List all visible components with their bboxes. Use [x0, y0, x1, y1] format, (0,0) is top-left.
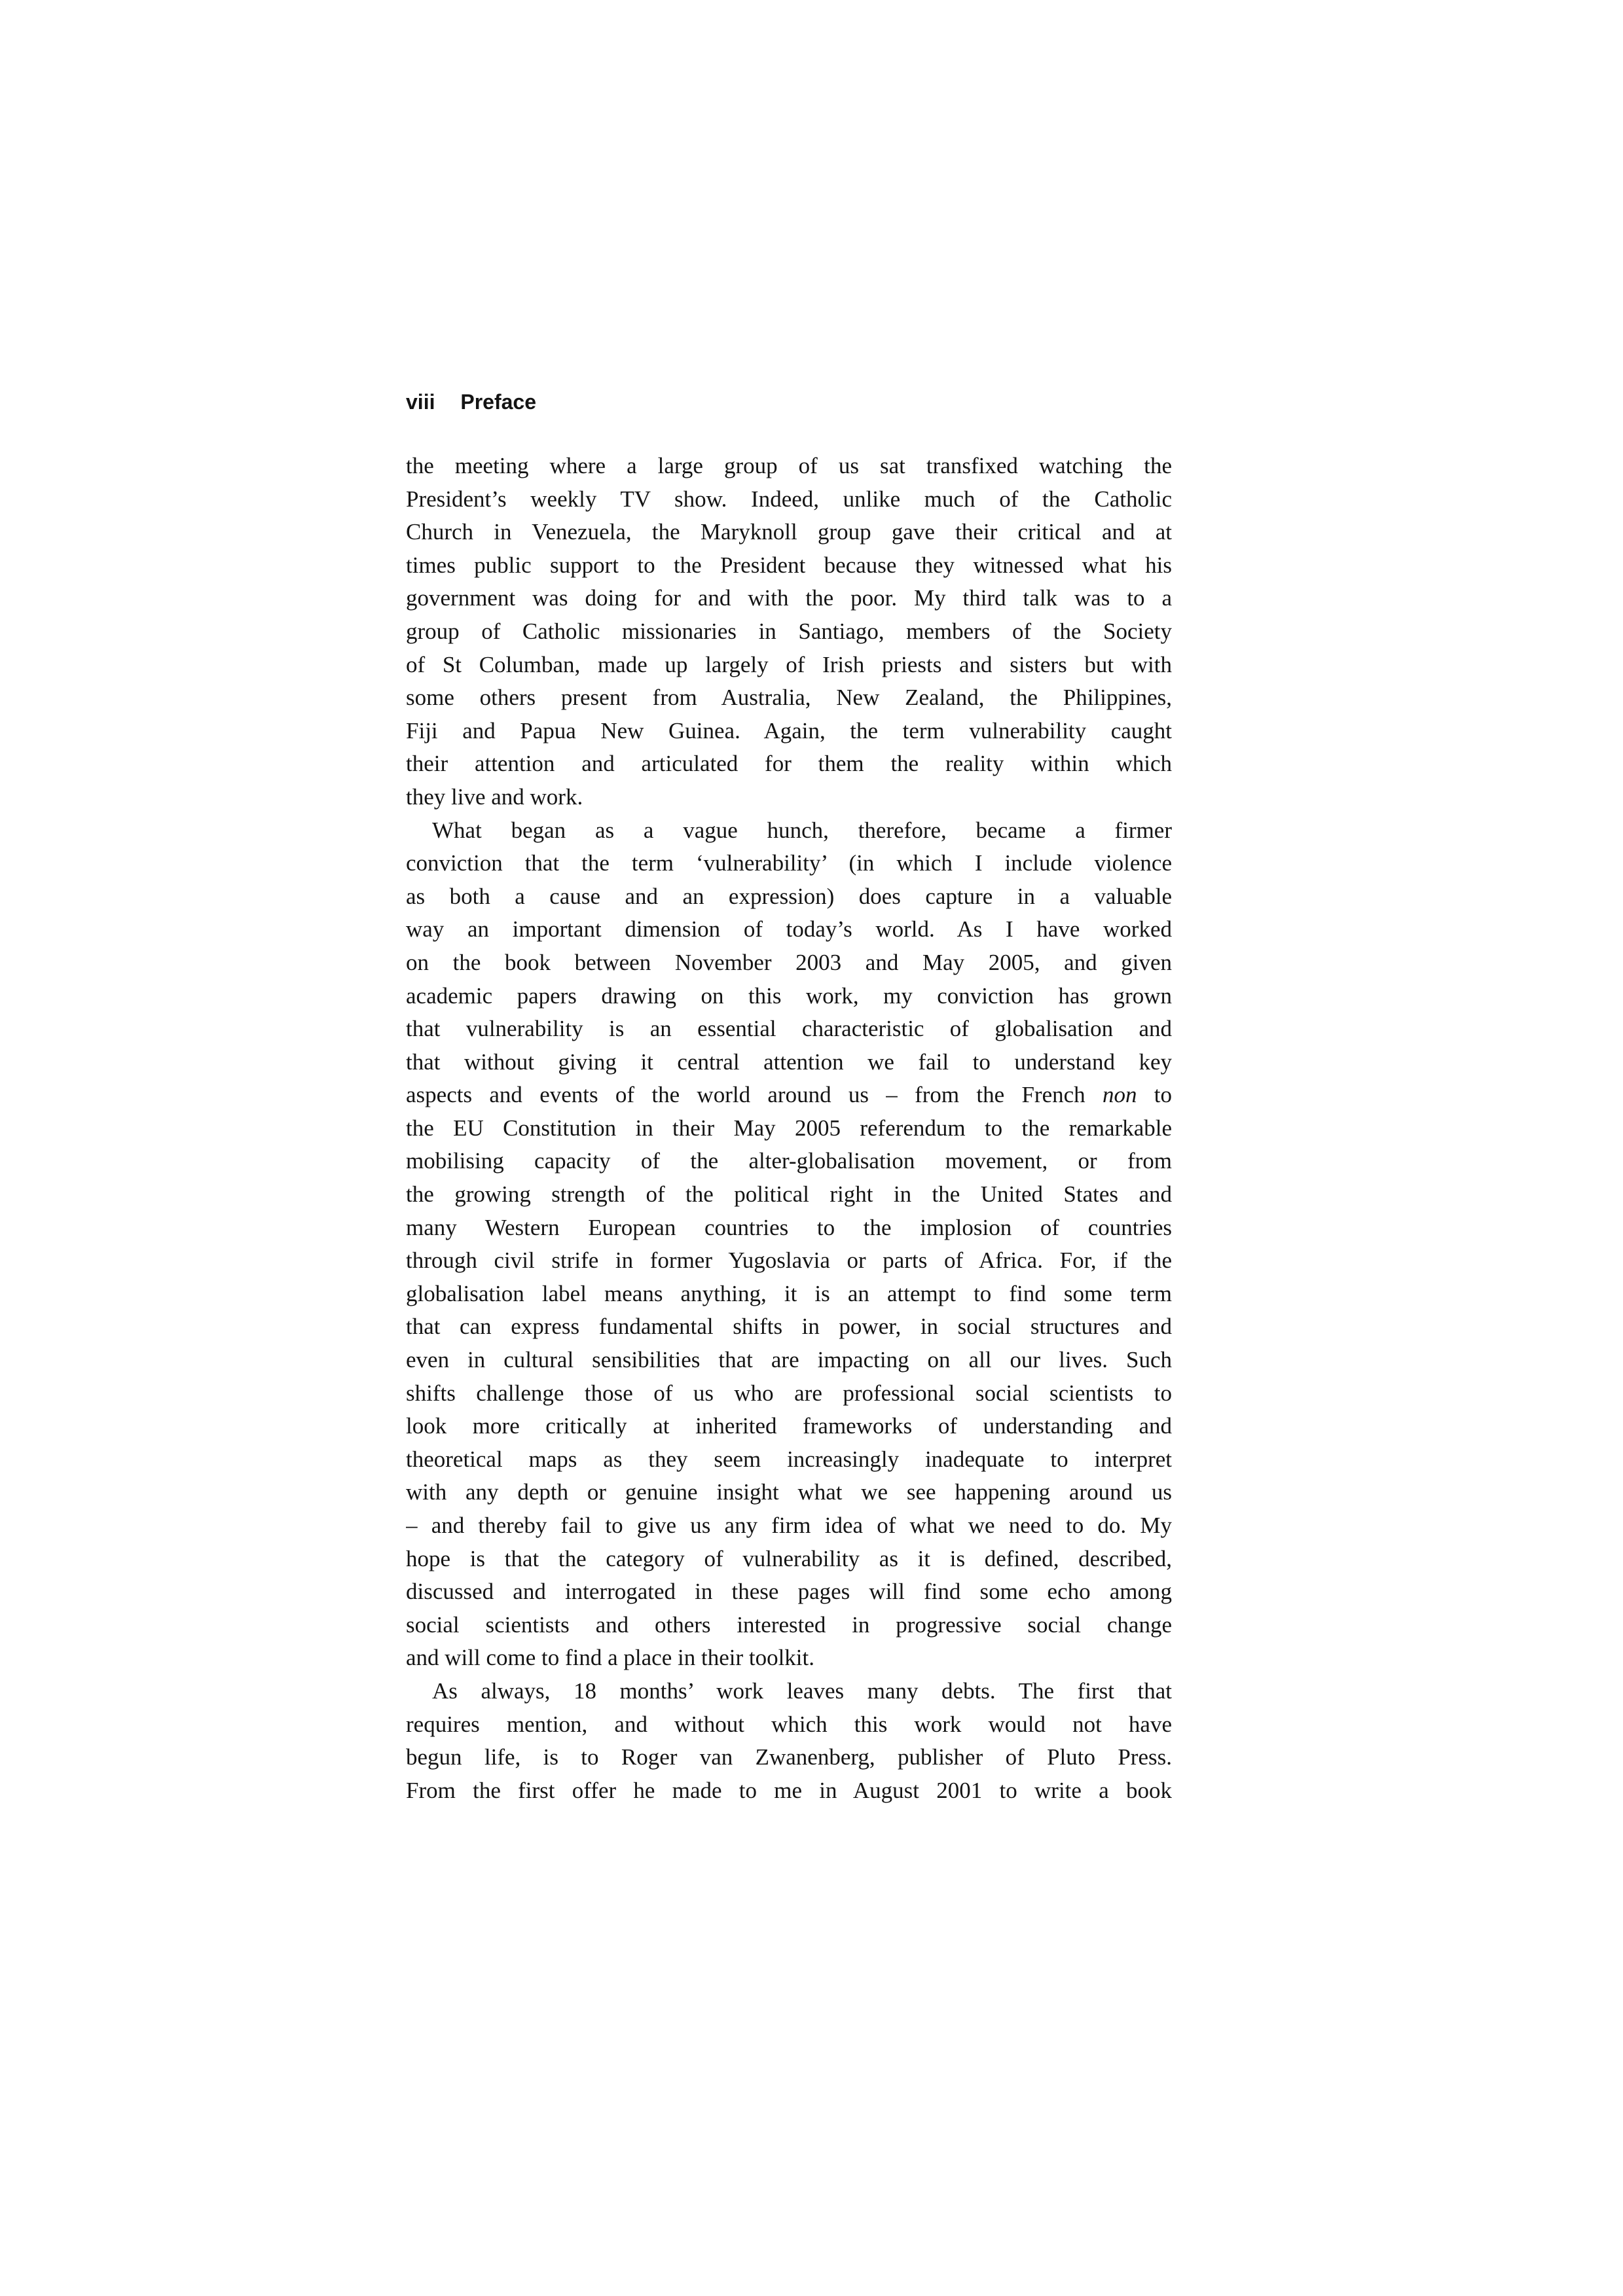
text-line: that without giving it central attention we fail to understand key: [406, 1049, 1172, 1075]
text-line: with any depth or genuine insight what we see happening around us: [406, 1479, 1172, 1505]
text-line: – and thereby fail to give us any firm idea of what we need to do. My: [406, 1513, 1172, 1538]
text-line: From the first offer he made to me in August 2001 to write a book: [406, 1777, 1172, 1803]
text-line: government was doing for and with the poor. My third talk was to a: [406, 585, 1172, 611]
text-line: the meeting where a large group of us sat transfixed watching the: [406, 453, 1172, 478]
text-line: as both a cause and an expression) does capture in a valuable: [406, 883, 1172, 909]
text-line: that vulnerability is an essential characteristic of globalisation and: [406, 1016, 1172, 1042]
text-line: even in cultural sensibilities that are impacting on all our lives. Such: [406, 1347, 1172, 1373]
text-line: some others present from Australia, New Zealand, the Philippines,: [406, 685, 1172, 711]
text-line: mobilising capacity of the alter-globalisation movement, or from: [406, 1148, 1172, 1174]
text-line: discussed and interrogated in these pages will find some echo among: [406, 1579, 1172, 1605]
text-line: on the book between November 2003 and May 2005, and given: [406, 949, 1172, 975]
text-line: academic papers drawing on this work, my conviction has grown: [406, 982, 1172, 1009]
text-line: their attention and articulated for them the reality within which: [406, 751, 1172, 777]
text-line: of St Columban, made up largely of Irish priests and sisters but with: [406, 651, 1172, 677]
section-title: Preface: [460, 390, 536, 414]
text-block: [406, 450, 1172, 1807]
text-line: times public support to the President because they witnessed what his: [406, 552, 1172, 578]
page-number: viii: [406, 390, 435, 414]
text-line: and will come to find a place in their toolkit.: [406, 1645, 815, 1671]
text-line: As always, 18 months’ work leaves many debts. The first that: [432, 1677, 1172, 1704]
paragraph: [406, 1675, 1172, 1807]
text-line: group of Catholic missionaries in Santiago, members of the Society: [406, 618, 1172, 644]
paragraph: [406, 450, 1172, 814]
text-line: Fiji and Papua New Guinea. Again, the term vulnerability caught: [406, 717, 1172, 744]
text-line: aspects and events of the world around us – from the French non to: [406, 1082, 1172, 1108]
text-line: shifts challenge those of us who are professional social scientists to: [406, 1380, 1172, 1406]
text-line: hope is that the category of vulnerability as it is defined, described,: [406, 1545, 1172, 1571]
text-line: President’s weekly TV show. Indeed, unlike much of the Catholic: [406, 486, 1172, 512]
text-line: that can express fundamental shifts in power, in social structures and: [406, 1314, 1172, 1340]
text-line: they live and work.: [406, 783, 583, 810]
text-line: Church in Venezuela, the Maryknoll group gave their critical and at: [406, 519, 1172, 545]
text-line: conviction that the term ‘vulnerability’ (in which I include violence: [406, 850, 1172, 876]
text-line: the EU Constitution in their May 2005 referendum to the remarkable: [406, 1115, 1172, 1141]
running-header: [406, 390, 536, 414]
text-line: through civil strife in former Yugoslavia or parts of Africa. For, if the: [406, 1247, 1172, 1274]
paragraph: [406, 814, 1172, 1675]
text-line: globalisation label means anything, it is an attempt to find some term: [406, 1280, 1172, 1306]
text-line: many Western European countries to the implosion of countries: [406, 1214, 1172, 1240]
text-line: begun life, is to Roger van Zwanenberg, publisher of Pluto Press.: [406, 1744, 1172, 1770]
text-line: requires mention, and without which this work would not have: [406, 1711, 1172, 1737]
text-line: What began as a vague hunch, therefore, became a firmer: [432, 817, 1172, 843]
text-line: the growing strength of the political right in the United States and: [406, 1181, 1172, 1208]
text-line: way an important dimension of today’s world. As I have worked: [406, 916, 1172, 942]
text-line: look more critically at inherited frameworks of understanding and: [406, 1413, 1172, 1439]
text-line: social scientists and others interested in progressive social change: [406, 1611, 1172, 1638]
text-line: theoretical maps as they seem increasingly inadequate to interpret: [406, 1446, 1172, 1472]
